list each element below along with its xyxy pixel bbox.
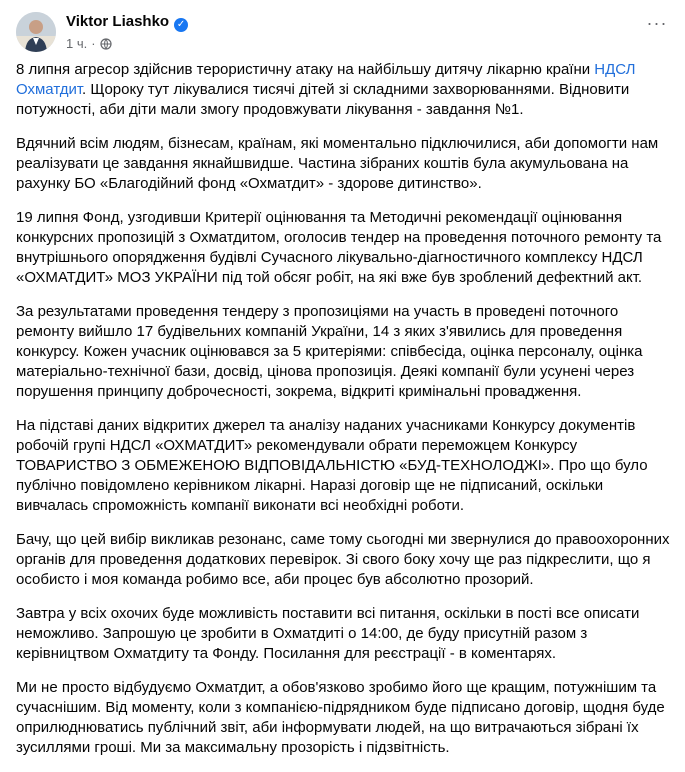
- post-paragraph: Ми не просто відбудуємо Охматдит, а обов'язково зробимо його ще кращим, потужнішим та сучаснішим. Від моменту, коли з компанією-підрядником буде підписано договір, щодня буде оприлюднюватись публічний звіт, аби інформувати людей, на що витрачаються зібрані їх зусиллями гроші. Ми за максимальну прозорість і підзвітність.: [16, 679, 665, 756]
- author-name-text[interactable]: Viktor Liashko: [66, 13, 170, 30]
- post-header: [16, 10, 671, 60]
- post-paragraph: За результатами проведення тендеру з пропозиціями на участь в проведені поточного ремонту вийшло 17 будівельних компаній України, 14 з яких з'явились для проведення конкурсу. Кожен учасник оцінювався за 5 критеріями: співбесіда, оцінка персоналу, оцінка матеріально-технічної бази, досвід, цінова пропозиція. Деякі компанії були усунені через порушення принципу доброчесності, зокрема, відкриті кримінальні провадження.: [16, 303, 643, 400]
- post-time[interactable]: 1 ч.: [66, 36, 88, 51]
- post-paragraph: 19 липня Фонд, узгодивши Критерії оцінювання та Методичні рекомендації оцінювання конкурсних пропозицій з Охматдитом, оголосив тендер на проведення поточного ремонту та внутрішнього опорядження будівлі Сучасного лікувально-діагностичного комплексу НДСЛ «ОХМАТДИТ» МОЗ УКРАЇНИ під той обсяг робіт, на які вже був зроблений дефектний акт.: [16, 209, 662, 286]
- post-meta: [66, 36, 112, 53]
- paragraph-text: 8 липня агресор здійснив терористичну атаку на найбільшу дитячу лікарню країни: [16, 61, 595, 78]
- post-content: [16, 60, 672, 772]
- post-paragraph: Бачу, що цей вибір викликав резонанс, саме тому сьогодні ми звернулися до правоохоронних органів для проведення додаткових перевірок. Зі свого боку хочу ще раз підкреслити, що я особисто і моя команда робимо все, аби процес був абсолютно прозорий.: [16, 531, 670, 588]
- hospital-link[interactable]: НДСЛ Охматдит: [16, 61, 636, 98]
- author-name[interactable]: [66, 13, 188, 32]
- avatar[interactable]: [16, 12, 56, 52]
- post-paragraph: [16, 60, 672, 120]
- post-paragraph: Завтра у всіх охочих буде можливість поставити всі питання, оскільки в пості все описати неможливо. Запрошую це зробити в Охматдиті о 14:00, де буду присутній разом з керівництвом Охматдиту та Фонду. Посилання для реєстрації - в коментарях.: [16, 605, 640, 662]
- avatar-image: [16, 12, 56, 52]
- meta-separator: ·: [91, 36, 96, 51]
- more-options-icon[interactable]: ···: [646, 13, 668, 33]
- post-paragraph: Вдячний всім людям, бізнесам, країнам, які моментально підключилися, аби допомогти нам реалізувати це завдання якнайшвидше. Частина зібраних коштів була акумульована на рахунку БО «Благодійний фонд «Охматдит» - здорове дитинство».: [16, 135, 659, 192]
- globe-icon[interactable]: [100, 38, 112, 53]
- post-paragraph: На підставі даних відкритих джерел та аналізу наданих учасниками Конкурсу документів робочій групі НДСЛ «ОХМАТДИТ» рекомендували обрати переможцем Конкурсу ТОВАРИСТВО З ОБМЕЖЕНОЮ ВІДПОВІДАЛЬНІСТЮ «БУД-ТЕХНОЛОДЖІ». Про що було публічно повідомлено керівником лікарні. Наразі договір ще не підписаний, оскільки вивчалась спроможність компанії виконати всі необхідні роботи.: [16, 417, 648, 514]
- paragraph-text: . Щороку тут лікувалися тисячі дітей зі складними захворюваннями. Відновити потужності, аби діти мали змогу продовжувати лікування - завдання №1.: [16, 81, 630, 118]
- verified-badge-icon: ✓: [174, 18, 188, 32]
